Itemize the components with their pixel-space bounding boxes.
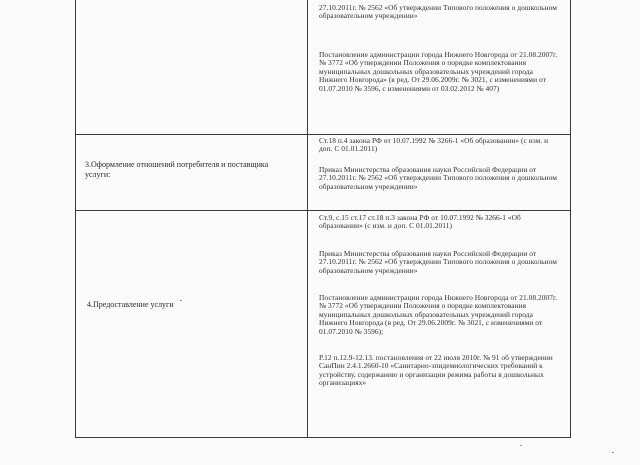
row-2-label: 3.Оформление отношений потребителя и поставщика услуги:	[85, 160, 269, 179]
table-column-divider	[307, 0, 308, 438]
row-2-text-paragraph-2: Приказ Министерства образования науки Российской Федерации от 27.10.2011г. № 2562 «Об утверждении Типового положения о дошкольном образовательном учреждении»	[319, 166, 558, 191]
row-1-text-paragraph-2: Постановление администрации города Нижнего Новгорода от 21.08.2007г. № 3772 «Об утверждении Положения о порядке комплектования муниципальных дошкольных образовательных учреждений города Нижнего Новгорода» (в ред. От 29.06.2009г. № 3021, с изменениями от 01.07.2010 № 3596, с изменениями от 03.02.2012 № 407)	[319, 51, 558, 93]
row-1-text-paragraph-1: 27.10.2011г. № 2562 «Об утверждении Типового положения о дошкольном образовательном учреждении»	[319, 4, 557, 21]
row-3-label: 4.Предоставление услуги	[87, 300, 174, 309]
row-divider-1	[75, 134, 571, 135]
scan-speck	[180, 300, 182, 301]
table-border-right	[570, 0, 571, 438]
row-3-text-paragraph-1: Ст.9, с.15 ст.17 ст.18 п.3 закона РФ от 10.07.1992 № 3266-1 «Об образовании» (с изм. и доп. С 01.01.2011)	[319, 214, 521, 231]
row-3-text-paragraph-3: Постановление администрации города Нижнего Новгорода от 21.08.2007г. № 3772 «Об утверждении Положения о порядке комплектования муниципальных дошкольных образовательных учреждений города Нижнего Новгорода (в ред. От 29.06.2009г. № 3021, с изменениями от 01.07.2010 № 3596);	[319, 294, 558, 336]
scan-speck	[612, 452, 614, 453]
row-3-text-paragraph-4: Р.12 п.12.9-12.13. постановления от 22 июля 2010г. № 91 об утверждении СанПин 2.4.1.2660-10 «Санитарно-эпидемиологических требований к устройству, содержанию и организации режима работы в дошкольных организациях»	[319, 354, 553, 388]
row-2-text-paragraph-1: Ст.18 п.4 закона РФ от 10.07.1992 № 3266-1 «Об образовании» (с изм. и доп. С 01.01.2011)	[319, 137, 549, 154]
row-3-text-paragraph-2: Приказ Министерства образования науки Российской Федерации от 27.10.2011г. № 2562 «Об утверждении Типового положения о дошкольном образовательном учреждении»	[319, 250, 558, 275]
row-divider-2	[75, 210, 571, 211]
scan-speck	[520, 445, 522, 446]
table-border-bottom	[75, 437, 571, 438]
regulations-table	[75, 0, 571, 438]
table-border-left	[75, 0, 76, 438]
